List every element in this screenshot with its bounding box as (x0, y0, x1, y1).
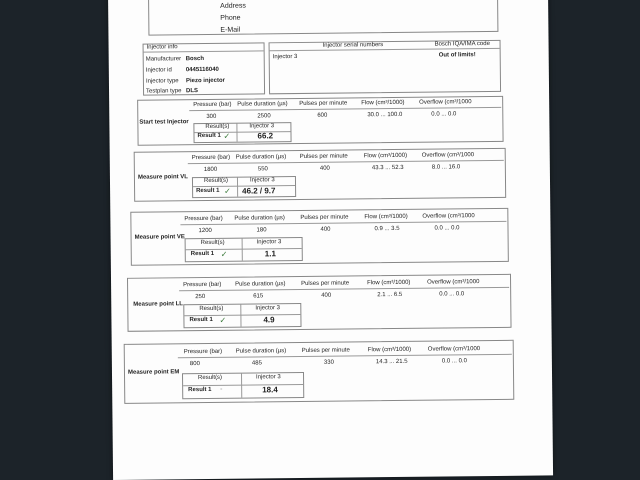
section-name: Measure point VL (137, 174, 188, 181)
pressure-value: 250 (195, 293, 206, 301)
results-label: Result(s) (203, 177, 229, 185)
pulse-value: 615 (253, 293, 264, 300)
phone-label: Phone (220, 14, 241, 22)
injector-label: Injector 3 (249, 177, 275, 184)
col-ppm: Pulses per minute (299, 153, 348, 161)
overflow-value: 0.0 ... 0.0 (439, 291, 465, 298)
col-overflow: Overflow (cm³/1000 (422, 213, 475, 220)
result-value: 46.2 / 9.7 (242, 186, 276, 196)
serial-status: Out of limits! (438, 52, 476, 59)
contact-box (148, 0, 498, 36)
flow-value: 2.1 ... 6.5 (377, 291, 403, 299)
result-label: Result 1 (190, 250, 215, 258)
iqa-title: Bosch IQA/IMA code (434, 41, 490, 48)
ppm-value: 330 (323, 359, 334, 366)
section-name: Start test Injector (139, 119, 189, 126)
check-icon: ✓ (224, 186, 231, 196)
overflow-value: 8.0 ... 16.0 (431, 164, 461, 171)
ppm-value: 400 (321, 292, 332, 299)
col-pulse: Pulse duration (µs) (235, 154, 287, 161)
col-ppm: Pulses per minute (299, 100, 348, 108)
injector-label: Injector 3 (256, 374, 281, 381)
flow-value: 0.9 ... 3.5 (374, 225, 400, 233)
serial-injector: Injector 3 (272, 54, 298, 61)
email-label: E-Mail (220, 26, 241, 34)
col-pressure: Pressure (bar) (191, 154, 231, 162)
serial-title: Injector serial numbers (322, 42, 384, 49)
pressure-value: 800 (189, 361, 200, 368)
result-value: 1.1 (264, 249, 276, 259)
flow-value: 14.3 ... 21.5 (375, 358, 408, 366)
col-ppm: Pulses per minute (301, 280, 350, 287)
overflow-value: 0.0 ... 0.0 (441, 358, 467, 365)
result-label: Result 1 (188, 386, 212, 394)
col-pulse: Pulse duration (µs) (235, 281, 286, 288)
result-value: 4.9 (263, 315, 275, 325)
section-name: Measure point VE (134, 234, 185, 241)
report-page (108, 0, 553, 480)
flow-value: 43.3 ... 52.3 (371, 164, 404, 172)
pulse-value: 485 (251, 360, 262, 367)
ppm-value: 400 (319, 165, 330, 172)
check-icon: ✓ (223, 131, 231, 141)
col-overflow: Overflow (cm³/1000 (427, 346, 481, 353)
injector-label: Injector 3 (256, 239, 282, 246)
col-overflow: Overflow (cm³/1000 (427, 279, 480, 286)
injector-id-value: 0445116040 (185, 66, 219, 74)
result-label: Result 1 (189, 316, 213, 324)
col-flow: Flow (cm³/1000) (361, 99, 405, 107)
pulse-value: 550 (257, 166, 268, 173)
dash-mark: - (220, 385, 223, 393)
col-flow: Flow (cm³/1000) (363, 152, 408, 160)
check-icon: ✓ (219, 315, 227, 325)
col-flow: Flow (cm³/1000) (364, 213, 408, 221)
results-label: Result(s) (205, 123, 230, 130)
injector-type-label: Injector type (145, 78, 179, 85)
ppm-value: 400 (320, 226, 331, 233)
injector-label: Injector 3 (255, 305, 281, 312)
overflow-value: 0.0 ... 0.0 (434, 225, 460, 232)
pressure-value: 1800 (203, 166, 218, 174)
injector-info-title: Injector info (146, 44, 178, 51)
manufacturer-value: Bosch (185, 55, 205, 63)
address-label: Address (220, 2, 246, 10)
check-icon: ✓ (220, 249, 228, 259)
pressure-value: 300 (206, 113, 217, 120)
col-pulse: Pulse duration (µs) (235, 348, 287, 355)
col-pressure: Pressure (bar) (193, 101, 232, 109)
result-value: 18.4 (262, 385, 278, 395)
col-overflow: Overflow (cm³/1000 (419, 99, 472, 106)
col-overflow: Overflow (cm³/1000 (421, 152, 475, 159)
result-label: Result 1 (197, 132, 221, 140)
col-flow: Flow (cm³/1000) (367, 279, 411, 287)
col-ppm: Pulses per minute (301, 347, 350, 354)
col-flow: Flow (cm³/1000) (367, 346, 412, 354)
results-label: Result(s) (200, 239, 225, 247)
injector-id-label: Injector id (145, 67, 172, 74)
injector-type-value: Piezo injector (185, 77, 225, 85)
col-ppm: Pulses per minute (300, 214, 349, 221)
pulse-value: 2500 (257, 113, 271, 120)
section-name: Measure point EM (127, 369, 180, 376)
testplan-type-value: DLS (186, 88, 199, 95)
col-pulse: Pulse duration (µs) (234, 215, 285, 222)
serial-box (269, 40, 502, 94)
testplan-type-label: Testplan type (146, 88, 182, 95)
manufacturer-label: Manufacturer (145, 56, 182, 63)
result-label: Result 1 (196, 187, 220, 195)
results-label: Result(s) (198, 374, 223, 382)
flow-value: 30.0 ... 100.0 (367, 111, 403, 119)
col-pressure: Pressure (bar) (183, 281, 222, 289)
injector-label: Injector 3 (249, 123, 275, 130)
overflow-value: 0.0 ... 0.0 (431, 111, 457, 118)
col-pressure: Pressure (bar) (184, 215, 223, 223)
section-name: Measure point LL (133, 301, 183, 308)
col-pulse: Pulse duration (µs) (237, 101, 288, 108)
pressure-value: 1200 (198, 227, 212, 235)
ppm-value: 600 (317, 112, 328, 119)
results-label: Result(s) (199, 305, 224, 313)
col-pressure: Pressure (bar) (183, 348, 223, 356)
pulse-value: 180 (256, 227, 267, 234)
result-value: 66.2 (257, 131, 274, 141)
